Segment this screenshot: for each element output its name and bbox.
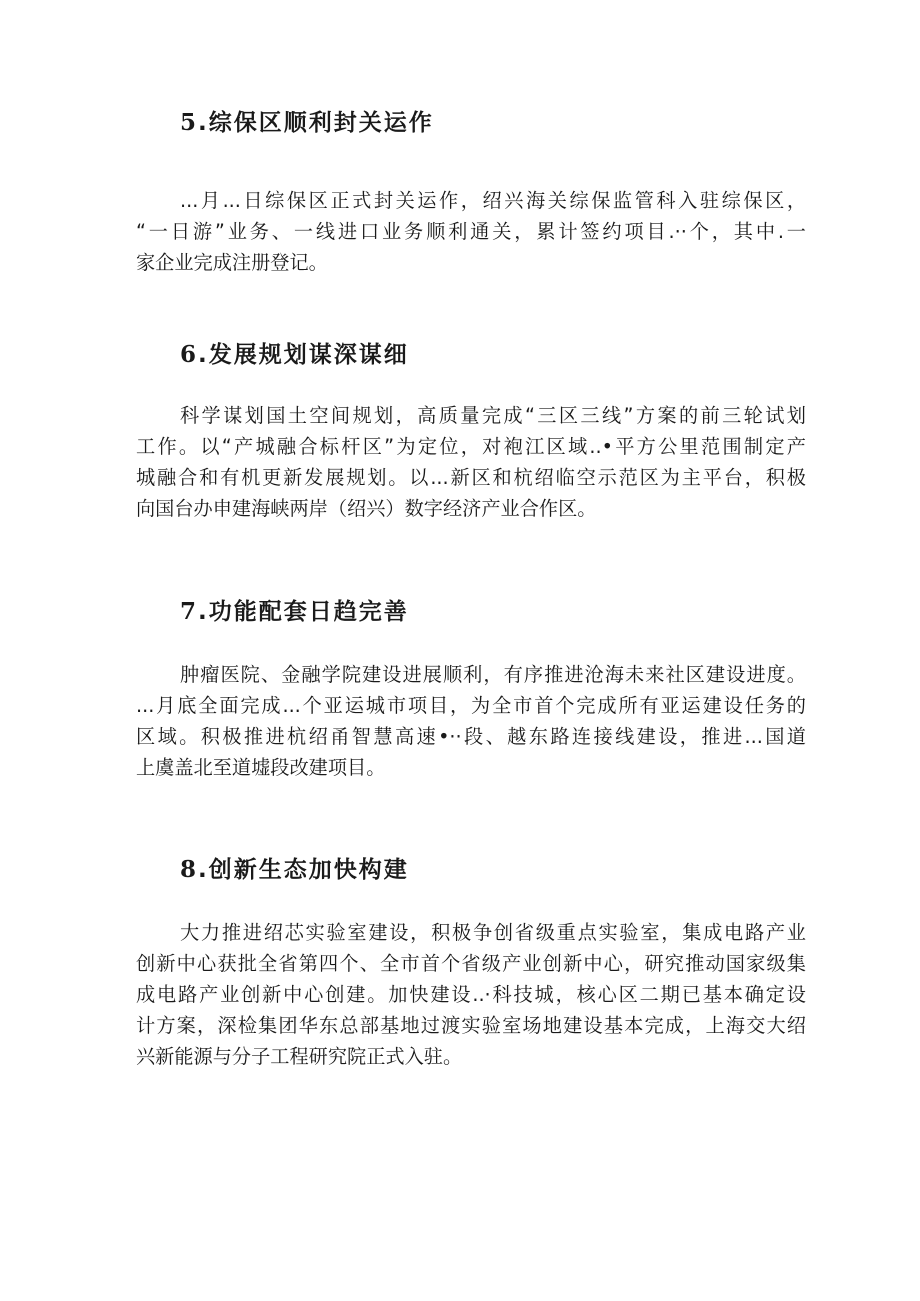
paragraph-line: 成电路产业创新中心创建。加快建设..·科技城，核心区二期已基本确定设 [136, 983, 806, 1006]
section-title: .创新生态加快构建 [198, 857, 409, 883]
paragraph-line: 兴新能源与分子工程研究院正式入驻。 [136, 1045, 463, 1068]
paragraph-line: 创新中心获批全省第四个、全市首个省级产业创新中心，研究推动国家级集 [136, 952, 806, 975]
paragraph-line: 上虞盖北至道墟段改建项目。 [136, 756, 386, 779]
paragraph-line: 向国台办申建海峡两岸（绍兴）数字经济产业合作区。 [136, 497, 597, 520]
paragraph-line: 区域。积极推进杭绍甬智慧高速•··段、越东路连接线建设，推进...国道 [136, 725, 806, 748]
paragraph-line: 计方案，深检集团华东总部基地过渡实验室场地建设基本完成，上海交大绍 [136, 1014, 806, 1037]
section-title: .综保区顺利封关运作 [198, 110, 434, 136]
paragraph-line: ...月...日综保区正式封关运作，绍兴海关综保监管科入驻综保区， [180, 189, 806, 212]
paragraph-line: 科学谋划国土空间规划，高质量完成“三区三线”方案的前三轮试划 [180, 404, 806, 427]
section-number: 5 [180, 109, 199, 136]
section-paragraph [136, 400, 806, 524]
paragraph-line: 工作。以“产城融合标杆区”为定位，对袍江区域..•平方公里范围制定产 [136, 435, 806, 458]
section-paragraph [136, 917, 806, 1072]
paragraph-line: 大力推进绍芯实验室建设，积极争创省级重点实验室，集成电路产业 [180, 921, 806, 944]
section-heading [180, 597, 409, 627]
section-title: .功能配套日趋完善 [198, 599, 409, 625]
section-title: .发展规划谋深谋细 [198, 342, 409, 368]
paragraph-line: 城融合和有机更新发展规划。以...新区和杭绍临空示范区为主平台，积极 [136, 466, 806, 489]
paragraph-line: ...月底全面完成...个亚运城市项目，为全市首个完成所有亚运建设任务的 [136, 694, 806, 717]
section-paragraph [136, 659, 806, 783]
section-paragraph [136, 185, 806, 278]
paragraph-line: “一日游”业务、一线进口业务顺利通关，累计签约项目.··个，其中.一 [136, 220, 806, 243]
section-heading [180, 855, 409, 885]
section-number: 7 [180, 598, 199, 625]
section-number: 8 [180, 856, 199, 883]
paragraph-line: 家企业完成注册登记。 [136, 251, 328, 274]
section-heading [180, 340, 409, 370]
section-heading [180, 108, 434, 138]
section-number: 6 [180, 341, 199, 368]
paragraph-line: 肿瘤医院、金融学院建设进展顺利，有序推进沧海未来社区建设进度。 [180, 663, 806, 686]
